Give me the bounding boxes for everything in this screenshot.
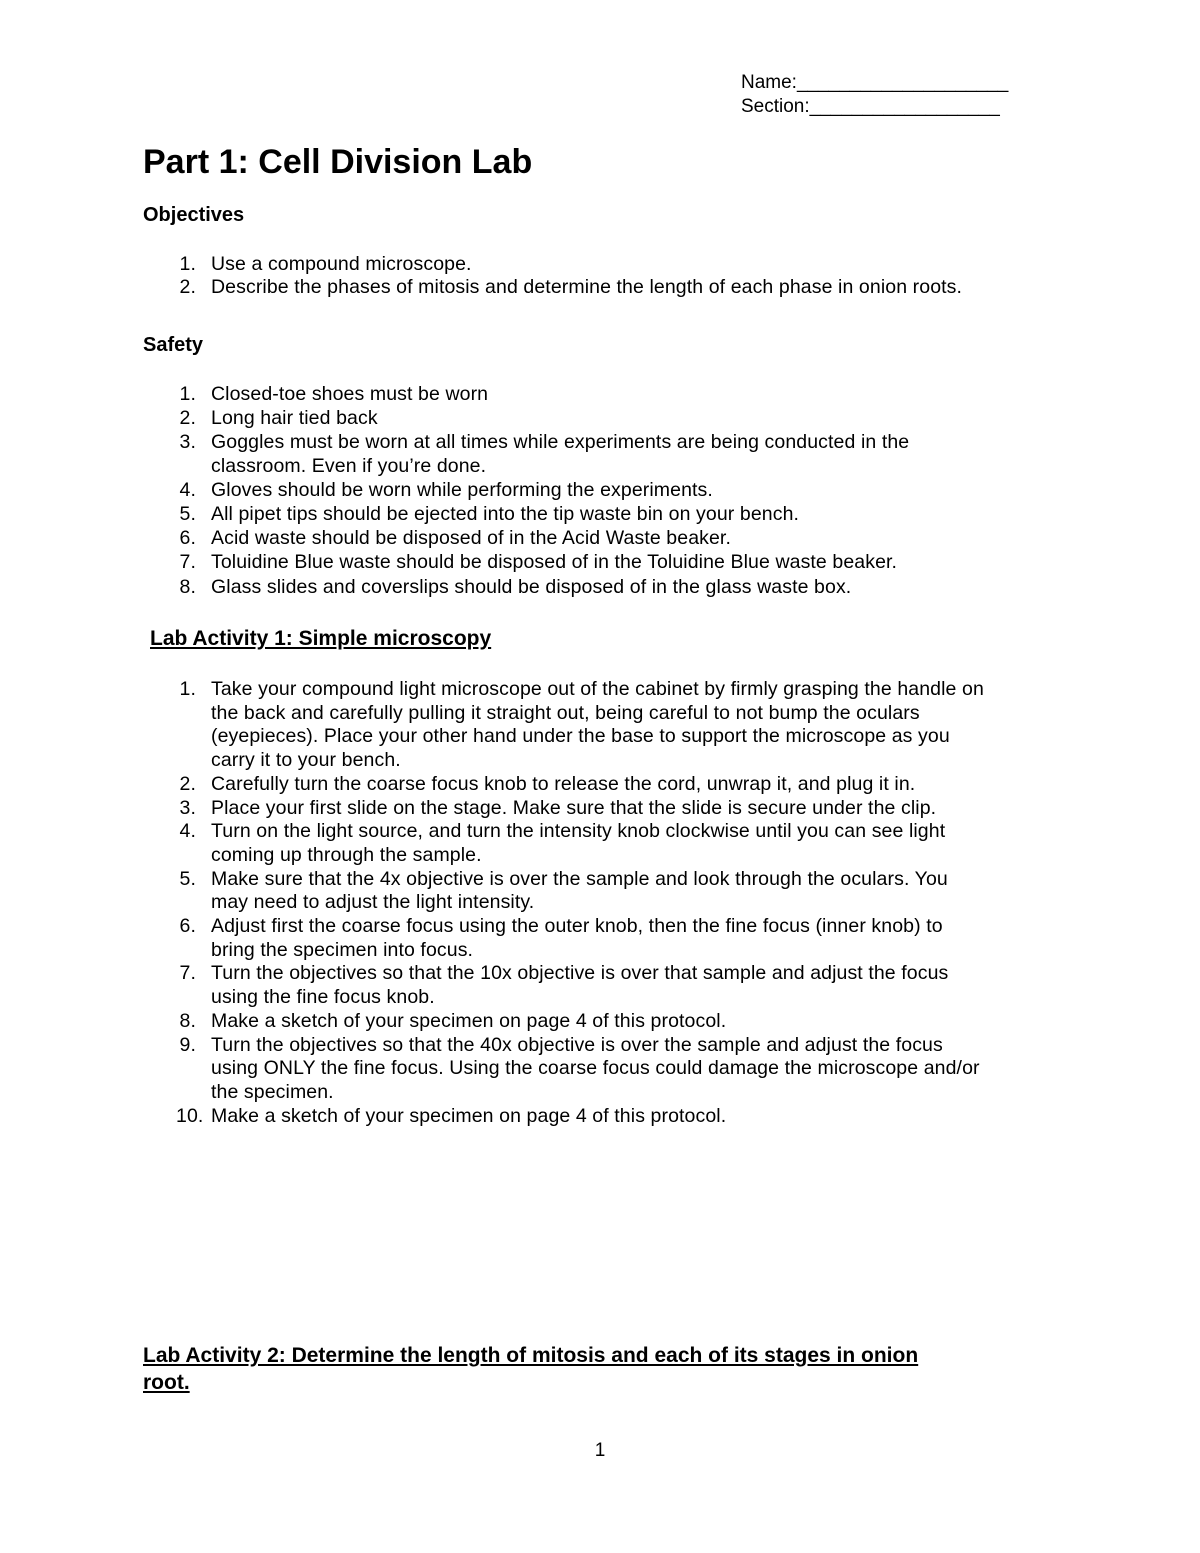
list-item-number: 3. — [179, 797, 196, 819]
list-item-text: Adjust first the coarse focus using the outer knob, then the fine focus (inner knob) to — [211, 915, 943, 937]
list-item-number: 2. — [179, 276, 196, 298]
list-item-text: Glass slides and coverslips should be disposed of in the glass waste box. — [211, 576, 852, 598]
activity2-heading-continuation: root. — [143, 1371, 190, 1394]
activity2-heading: Lab Activity 2: Determine the length of mitosis and each of its stages in onion — [143, 1344, 919, 1367]
safety-heading: Safety — [143, 334, 204, 356]
name-field-label: Name:____________________ — [741, 72, 1009, 93]
list-item-text: the back and carefully pulling it straight out, being careful to not bump the oculars — [211, 702, 920, 724]
objectives-heading: Objectives — [143, 204, 245, 226]
list-item-text: using the fine focus knob. — [211, 986, 435, 1008]
list-item-number: 4. — [179, 820, 196, 842]
list-item-number: 1. — [179, 678, 196, 700]
list-item-text: may need to adjust the light intensity. — [211, 891, 535, 913]
list-item-text: Turn the objectives so that the 40x objective is over the sample and adjust the focus — [211, 1034, 943, 1056]
page-number: 1 — [594, 1440, 606, 1461]
list-item-number: 5. — [179, 868, 196, 890]
list-item-number: 10. — [176, 1105, 204, 1127]
list-item-text: Take your compound light microscope out of the cabinet by firmly grasping the handle on — [211, 678, 984, 700]
list-item-number: 9. — [179, 1034, 196, 1056]
list-item-text: Make a sketch of your specimen on page 4 of this protocol. — [211, 1105, 727, 1127]
list-item-text: Turn on the light source, and turn the intensity knob clockwise until you can see light — [211, 820, 946, 842]
list-item-number: 8. — [179, 1010, 196, 1032]
list-item-text: Goggles must be worn at all times while experiments are being conducted in the — [211, 431, 910, 453]
list-item-number: 1. — [179, 383, 196, 405]
list-item-text: Place your first slide on the stage. Make sure that the slide is secure under the clip. — [211, 797, 937, 819]
list-item-number: 6. — [179, 915, 196, 937]
list-item-number: 3. — [179, 431, 196, 453]
list-item-text: using ONLY the fine focus. Using the coarse focus could damage the microscope and/or — [211, 1057, 980, 1079]
list-item-number: 7. — [179, 551, 196, 573]
list-item-number: 1. — [179, 253, 196, 275]
list-item-text: Use a compound microscope. — [211, 253, 472, 275]
list-item-text: coming up through the sample. — [211, 844, 482, 866]
list-item-text: Describe the phases of mitosis and determine the length of each phase in onion roots. — [211, 276, 963, 298]
section-field-label: Section:__________________ — [741, 96, 1000, 117]
list-item-text: classroom. Even if you’re done. — [211, 455, 487, 477]
activity1-heading: Lab Activity 1: Simple microscopy — [150, 627, 492, 650]
list-item-text: Closed-toe shoes must be worn — [211, 383, 489, 405]
list-item-text: Toluidine Blue waste should be disposed of in the Toluidine Blue waste beaker. — [211, 551, 898, 573]
list-item-text: Gloves should be worn while performing the experiments. — [211, 479, 713, 501]
list-item-text: Make sure that the 4x objective is over the sample and look through the oculars. You — [211, 868, 948, 890]
list-item-text: carry it to your bench. — [211, 749, 401, 771]
page-title: Part 1: Cell Division Lab — [143, 143, 533, 181]
list-item-text: Turn the objectives so that the 10x objective is over that sample and adjust the focus — [211, 962, 949, 984]
list-item-text: (eyepieces). Place your other hand under the base to support the microscope as you — [211, 725, 950, 747]
list-item-number: 2. — [179, 773, 196, 795]
list-item-number: 4. — [179, 479, 196, 501]
list-item-text: Carefully turn the coarse focus knob to release the cord, unwrap it, and plug it in. — [211, 773, 916, 795]
list-item-number: 7. — [179, 962, 196, 984]
list-item-number: 6. — [179, 527, 196, 549]
list-item-text: Acid waste should be disposed of in the Acid Waste beaker. — [211, 527, 731, 549]
list-item-number: 5. — [179, 503, 196, 525]
list-item-number: 2. — [179, 407, 196, 429]
list-item-text: the specimen. — [211, 1081, 334, 1103]
list-item-text: bring the specimen into focus. — [211, 939, 474, 961]
list-item-text: All pipet tips should be ejected into the tip waste bin on your bench. — [211, 503, 800, 525]
list-item-text: Long hair tied back — [211, 407, 378, 429]
list-item-text: Make a sketch of your specimen on page 4 of this protocol. — [211, 1010, 727, 1032]
list-item-number: 8. — [179, 576, 196, 598]
